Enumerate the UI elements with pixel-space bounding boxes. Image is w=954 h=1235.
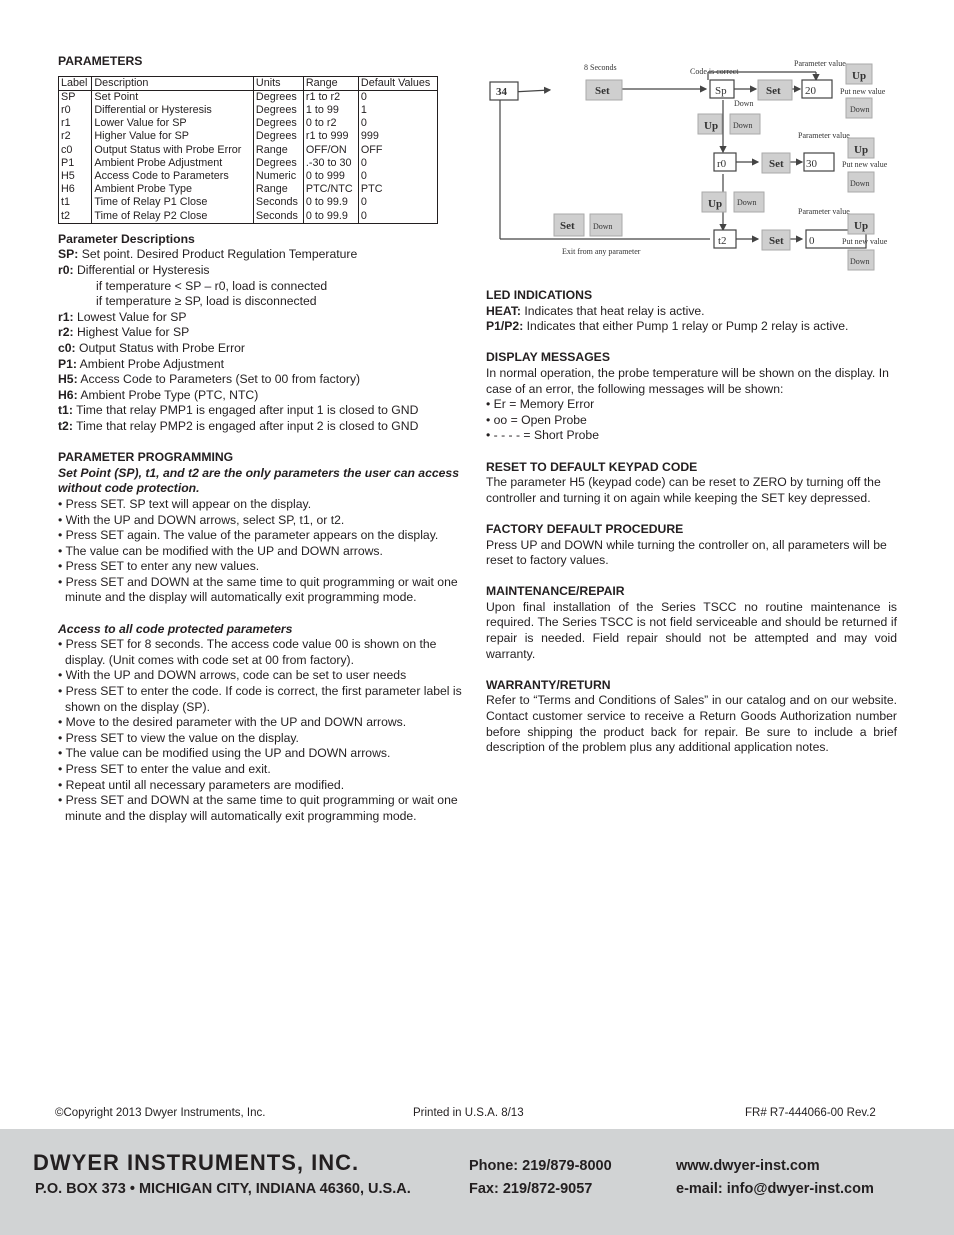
cell-range: 0 to 999 — [303, 170, 358, 183]
programming-step: • Press SET. SP text will appear on the display. — [58, 497, 470, 513]
reset-heading: RESET TO DEFAULT KEYPAD CODE — [486, 459, 698, 474]
cell-units: Seconds — [253, 196, 303, 209]
desc-p1: P1: Ambient Probe Adjustment — [58, 356, 224, 371]
down-label-1a: Down — [734, 99, 754, 108]
phone-number: Phone: 219/879-8000 — [469, 1158, 612, 1174]
cell-description: Time of Relay P2 Close — [92, 210, 254, 224]
put-new-value-1: Put new value — [840, 87, 886, 96]
printed-text: Printed in U.S.A. 8/13 — [413, 1107, 524, 1119]
sp-label: Sp — [715, 85, 727, 97]
cell-default: 0 — [358, 157, 437, 170]
table-row — [59, 90, 438, 104]
form-number: FR# R7-444066-00 Rev.2 — [745, 1107, 876, 1119]
access-step: • Press SET to view the value on the display. — [58, 731, 470, 747]
cell-label: H5 — [59, 170, 92, 183]
company-name: DWYER INSTRUMENTS, INC. — [33, 1150, 360, 1175]
copyright-text: ©Copyright 2013 Dwyer Instruments, Inc. — [55, 1107, 266, 1119]
cell-label: H6 — [59, 183, 92, 196]
up-label-4: Up — [708, 198, 723, 210]
cell-default: 0 — [358, 170, 437, 183]
cell-units: Degrees — [253, 130, 303, 143]
cell-label: t2 — [59, 210, 92, 224]
desc-r2: r2: Highest Value for SP — [58, 325, 190, 340]
parameters-heading: PARAMETERS — [58, 54, 143, 68]
access-heading: Access to all code protected parameters — [58, 621, 293, 636]
down-label-3: Down — [850, 179, 870, 188]
cell-description: Output Status with Probe Error — [92, 144, 254, 157]
cell-description: Time of Relay P1 Close — [92, 196, 254, 209]
access-step: • The value can be modified using the UP and DOWN arrows. — [58, 746, 470, 762]
cell-label: r0 — [59, 104, 92, 117]
up-label-1: Up — [852, 70, 867, 82]
email-link[interactable]: e-mail: info@dwyer-inst.com — [676, 1181, 874, 1197]
cell-label: SP — [59, 90, 92, 104]
table-row — [59, 104, 438, 117]
desc-t2: t2: Time that relay PMP2 is engaged after input 2 is closed to GND — [58, 418, 419, 433]
cell-range: 0 to 99.9 — [303, 196, 358, 209]
cell-default: PTC — [358, 183, 437, 196]
desc-r1: r1: Lowest Value for SP — [58, 309, 187, 324]
cell-units: Seconds — [253, 210, 303, 224]
cell-units: Numeric — [253, 170, 303, 183]
cell-default: 0 — [358, 210, 437, 224]
cell-range: .-30 to 30 — [303, 157, 358, 170]
cell-default: OFF — [358, 144, 437, 157]
cell-default: 0 — [358, 196, 437, 209]
programming-intro: Set Point (SP), t1, and t2 are the only parameters the user can access without code protection. — [58, 465, 459, 496]
col-header-units: Units — [253, 76, 303, 90]
left-column — [58, 54, 470, 824]
cell-default: 999 — [358, 130, 437, 143]
display-message-item: • oo = Open Probe — [486, 413, 897, 429]
led-heat: HEAT: Indicates that heat relay is active. — [486, 303, 705, 318]
factory-text: Press UP and DOWN while turning the controller on, all parameters will be reset to factory values. — [486, 537, 887, 568]
col-header-range: Range — [303, 76, 358, 90]
parameters-table-body — [59, 90, 438, 223]
cell-description: Ambient Probe Type — [92, 183, 254, 196]
programming-flow-diagram — [486, 58, 898, 276]
access-step: • Press SET to enter the value and exit. — [58, 762, 470, 778]
cell-label: c0 — [59, 144, 92, 157]
cell-range: 0 to 99.9 — [303, 210, 358, 224]
t2-label: t2 — [718, 235, 727, 247]
desc-c0: c0: Output Status with Probe Error — [58, 340, 245, 355]
table-row — [59, 170, 438, 183]
desc-r0-line1: if temperature < SP – r0, load is connected — [96, 278, 328, 293]
display-text: In normal operation, the probe temperature will be shown on the display. In case of an error, the following messages will be shown: — [486, 365, 889, 396]
programming-step: • With the UP and DOWN arrows, select SP, t1, or t2. — [58, 513, 470, 529]
cell-description: Access Code to Parameters — [92, 170, 254, 183]
cell-units: Degrees — [253, 90, 303, 104]
programming-step: • The value can be modified with the UP and DOWN arrows. — [58, 544, 470, 560]
exit-label: Exit from any parameter — [562, 247, 641, 256]
col-header-description: Description — [92, 76, 254, 90]
cell-description: Set Point — [92, 90, 254, 104]
desc-t1: t1: Time that relay PMP1 is engaged after input 1 is closed to GND — [58, 403, 419, 418]
cell-default: 0 — [358, 90, 437, 104]
website-link[interactable]: www.dwyer-inst.com — [676, 1158, 820, 1174]
down-label-1: Down — [850, 105, 870, 114]
cell-units: Range — [253, 183, 303, 196]
warranty-text: Refer to “Terms and Conditions of Sales” in our catalog and on our website. Contact customer service to receive a Return Goods Authorization number before shipping the product back for repair. Be sure to include a brief description of the problem plus any additional application notes. — [486, 693, 897, 755]
programming-step: • Press SET again. The value of the parameter appears on the display. — [58, 528, 470, 544]
cell-description: Differential or Hysteresis — [92, 104, 254, 117]
led-heading: LED INDICATIONS — [486, 288, 593, 302]
set-label-2: Set — [766, 85, 781, 97]
value-0: 0 — [809, 235, 815, 247]
access-step: • Move to the desired parameter with the UP and DOWN arrows. — [58, 715, 470, 731]
table-row — [59, 157, 438, 170]
display-heading: DISPLAY MESSAGES — [486, 350, 610, 365]
access-step: • Press SET to enter the code. If code is correct, the first parameter label is shown on the display (SP). — [58, 684, 470, 715]
up-label-2: Up — [704, 120, 719, 132]
cell-default: 1 — [358, 104, 437, 117]
cell-units: Degrees — [253, 157, 303, 170]
cell-description: Lower Value for SP — [92, 117, 254, 130]
down-label-5: Down — [850, 257, 870, 266]
access-step: • Press SET for 8 seconds. The access code value 00 is shown on the display. (Unit comes with code set at 00 from factory). — [58, 637, 470, 668]
put-new-value-2: Put new value — [842, 160, 888, 169]
parameters-table — [58, 76, 438, 224]
code-correct-label: Code is correct — [690, 67, 739, 76]
table-row — [59, 144, 438, 157]
cell-units: Degrees — [253, 117, 303, 130]
exit-down-label: Down — [593, 222, 613, 231]
display-message-item: • Er = Memory Error — [486, 397, 897, 413]
reset-text: The parameter H5 (keypad code) can be reset to ZERO by turning off the controller and turning it on again while keeping the SET key depressed. — [486, 475, 881, 505]
up-label-3: Up — [854, 144, 869, 156]
put-new-value-3: Put new value — [842, 237, 888, 246]
cell-range: 1 to 99 — [303, 104, 358, 117]
table-row — [59, 183, 438, 196]
desc-h6: H6: Ambient Probe Type (PTC, NTC) — [58, 387, 259, 402]
programming-step: • Press SET to enter any new values. — [58, 559, 470, 575]
cell-label: t1 — [59, 196, 92, 209]
desc-r0: r0: Differential or Hysteresis — [58, 263, 210, 278]
param-value-label-2: Parameter value — [798, 131, 850, 140]
exit-set-label: Set — [560, 220, 575, 232]
cell-range: r1 to r2 — [303, 90, 358, 104]
param-value-label-3: Parameter value — [798, 207, 850, 216]
value-20: 20 — [805, 85, 816, 97]
right-column — [486, 288, 897, 756]
desc-r0-line2: if temperature ≥ SP, load is disconnected — [96, 294, 317, 309]
cell-label: P1 — [59, 157, 92, 170]
factory-heading: FACTORY DEFAULT PROCEDURE — [486, 521, 684, 536]
programming-steps — [58, 497, 470, 606]
fax-number: Fax: 219/872-9057 — [469, 1181, 593, 1197]
cell-default: 0 — [358, 117, 437, 130]
access-steps — [58, 637, 470, 824]
descriptions-heading: Parameter Descriptions — [58, 231, 195, 246]
cell-units: Degrees — [253, 104, 303, 117]
r0-label: r0 — [717, 158, 727, 170]
cell-units: Range — [253, 144, 303, 157]
desc-h5: H5: Access Code to Parameters (Set to 00 from factory) — [58, 372, 361, 387]
set-label-4: Set — [769, 235, 784, 247]
cell-label: r1 — [59, 117, 92, 130]
table-row — [59, 117, 438, 130]
cell-range: OFF/ON — [303, 144, 358, 157]
cell-range: PTC/NTC — [303, 183, 358, 196]
value-30: 30 — [806, 158, 817, 170]
led-pumps: P1/P2: Indicates that either Pump 1 relay or Pump 2 relay is active. — [486, 319, 849, 334]
access-step: • Press SET and DOWN at the same time to quit programming or wait one minute and the display will automatically exit programming mode. — [58, 793, 470, 824]
access-step: • With the UP and DOWN arrows, code can be set to user needs — [58, 668, 470, 684]
company-address: P.O. BOX 373 • MICHIGAN CITY, INDIANA 46360, U.S.A. — [35, 1181, 411, 1197]
col-header-label: Label — [59, 76, 92, 90]
set-label-1: Set — [595, 85, 610, 97]
programming-step: • Press SET and DOWN at the same time to quit programming or wait one minute and the display will automatically exit programming mode. — [58, 575, 470, 606]
eight-seconds-label: 8 Seconds — [584, 63, 617, 72]
table-row — [59, 210, 438, 224]
param-value-label-1: Parameter value — [794, 59, 846, 68]
desc-sp: SP: Set point. Desired Product Regulation Temperature — [58, 247, 358, 262]
access-step: • Repeat until all necessary parameters are modified. — [58, 778, 470, 794]
down-label-2: Down — [733, 121, 753, 130]
start-value: 34 — [496, 86, 507, 98]
warranty-heading: WARRANTY/RETURN — [486, 677, 611, 692]
cell-description: Ambient Probe Adjustment — [92, 157, 254, 170]
cell-label: r2 — [59, 130, 92, 143]
cell-range: 0 to r2 — [303, 117, 358, 130]
display-message-item: • - - - - = Short Probe — [486, 428, 897, 444]
maintenance-text: Upon final installation of the Series TSCC no routine maintenance is required. The Series TSCC is not field serviceable and should be returned if repair is needed. Field repair should not be attempted and may void warranty. — [486, 599, 897, 661]
up-label-5: Up — [854, 220, 869, 232]
table-row — [59, 130, 438, 143]
display-items — [486, 397, 897, 444]
set-label-3: Set — [769, 158, 784, 170]
cell-description: Higher Value for SP — [92, 130, 254, 143]
down-label-4: Down — [737, 198, 757, 207]
maintenance-heading: MAINTENANCE/REPAIR — [486, 584, 625, 599]
table-header-row — [59, 76, 438, 90]
table-row — [59, 196, 438, 209]
cell-range: r1 to 999 — [303, 130, 358, 143]
col-header-default: Default Values — [358, 76, 437, 90]
programming-heading: PARAMETER PROGRAMMING — [58, 450, 234, 465]
